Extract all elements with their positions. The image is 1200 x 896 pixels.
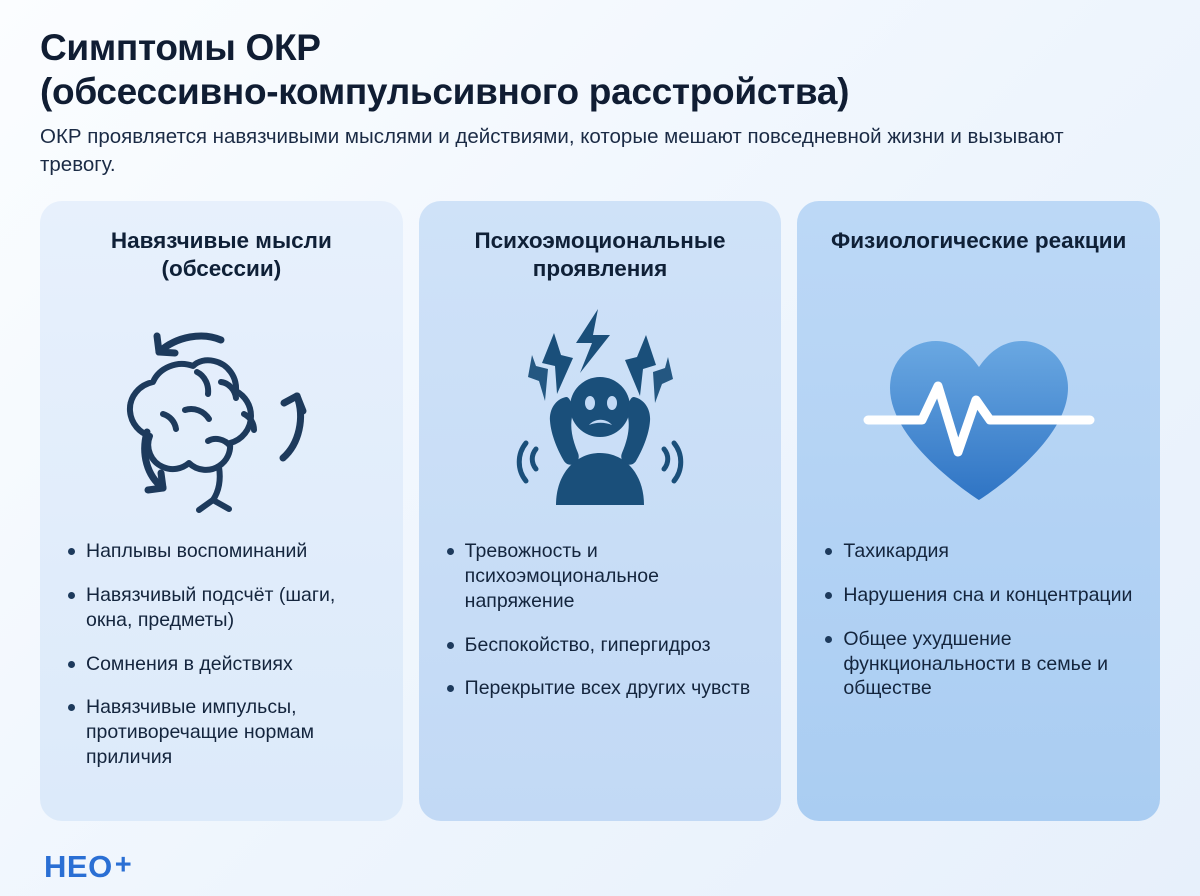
list-item: Тревожность и психоэмоциональное напряжение: [445, 539, 758, 614]
page-title-line2: (обсессивно-компульсивного расстройства): [40, 70, 850, 112]
list-item: Наплывы воспоминаний: [66, 539, 379, 564]
cards-row: [40, 201, 1160, 821]
list-item: Беспокойство, гипергидроз: [445, 633, 758, 658]
list-item: Тахикардия: [823, 539, 1136, 564]
list-item: Навязчивые импульсы, противоречащие нормам приличия: [66, 695, 379, 770]
list-item: Сомнения в действиях: [66, 652, 379, 677]
list-item: Навязчивый подсчёт (шаги, окна, предметы): [66, 583, 379, 633]
page-title: [40, 26, 1160, 113]
page-subtitle: ОКР проявляется навязчивыми мыслями и действиями, которые мешают повседневной жизни и вызывают тревогу.: [40, 125, 1064, 176]
brand-logo-plus: +: [114, 849, 132, 881]
card-obsessive-thoughts: [40, 201, 403, 821]
brand-logo: [44, 851, 132, 882]
card-bullet-list: [439, 539, 762, 721]
brain-icon: [60, 289, 383, 539]
page-title-line1: Симптомы ОКР: [40, 27, 321, 68]
card-title: Психоэмоциональные проявления: [474, 227, 726, 281]
list-item: Нарушения сна и концентрации: [823, 583, 1136, 608]
card-bullet-list: [817, 539, 1140, 721]
list-item: Перекрытие всех других чувств: [445, 676, 758, 701]
card-title: Навязчивые мысли (обсессии): [110, 227, 332, 281]
brand-logo-text: НЕО: [44, 849, 113, 884]
list-item: Общее ухудшение функциональности в семье и обществе: [823, 627, 1136, 702]
card-title: Физиологические реакции: [831, 227, 1127, 253]
card-bullet-list: [60, 539, 383, 790]
card-psychoemotional: [419, 201, 782, 821]
card-physiological: [797, 201, 1160, 821]
stressed-person-icon: [439, 289, 762, 539]
heart-pulse-icon: [817, 289, 1140, 539]
